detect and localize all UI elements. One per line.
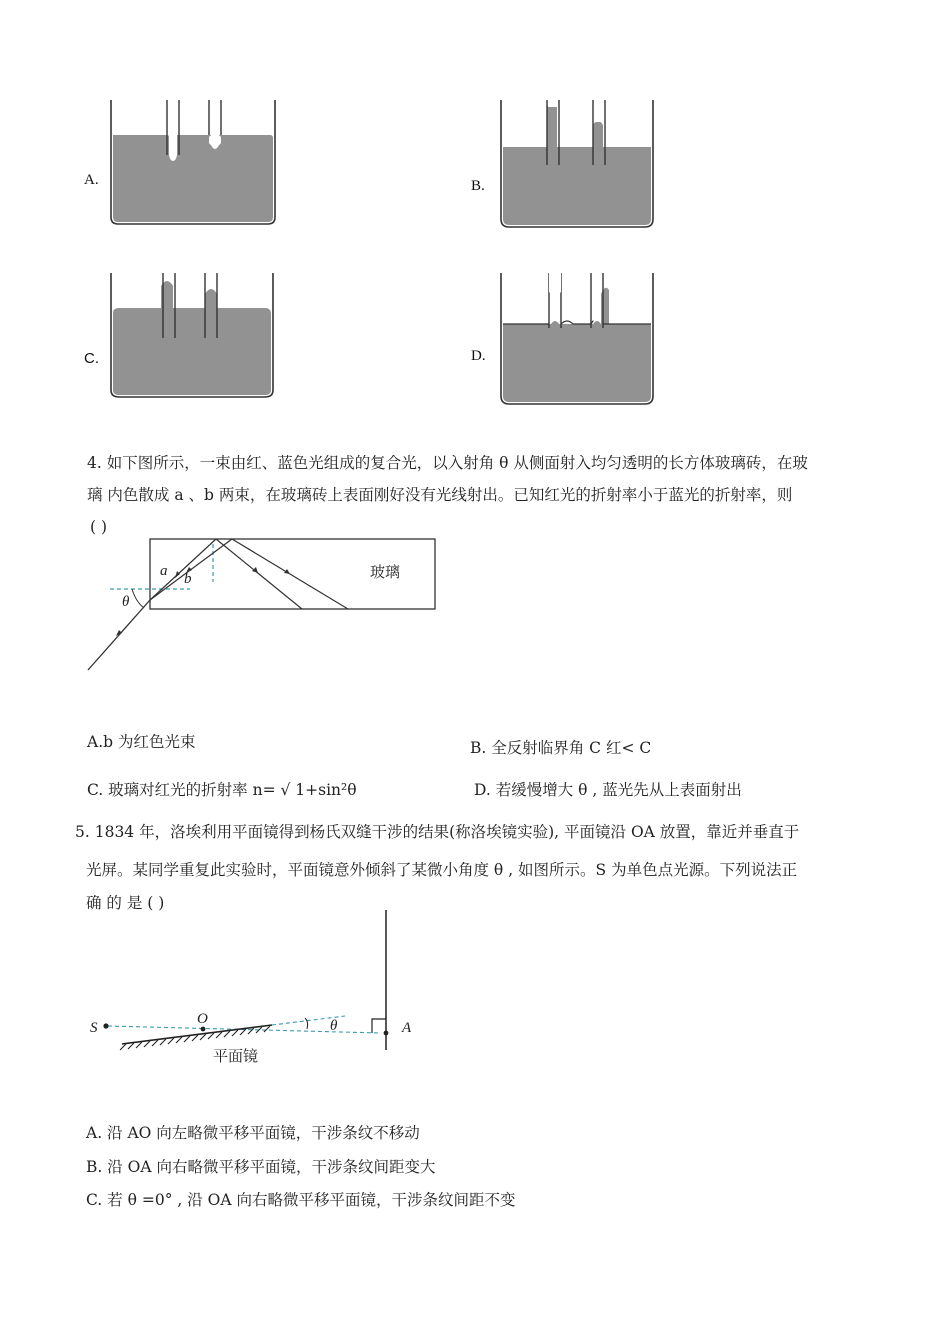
q5-option-c[interactable]: C. 若 θ =0° , 沿 OA 向右略微平移平面镜，干涉条纹间距不变 <box>86 1191 516 1209</box>
q4-label-b: b <box>184 571 192 587</box>
plane-mirror <box>122 1025 272 1044</box>
q4-label-theta: θ <box>122 594 130 610</box>
q4-option-c[interactable]: C. 玻璃对红光的折射率 n= √ 1+sin²θ <box>87 781 357 799</box>
q3-option-a-diagram <box>105 95 285 230</box>
q4-option-b[interactable]: B. 全反射临界角 C 红< C <box>470 739 652 757</box>
q5-option-b[interactable]: B. 沿 OA 向右略微平移平面镜，干涉条纹间距变大 <box>86 1158 436 1176</box>
q3-option-c-diagram <box>105 268 285 403</box>
q4-option-d[interactable]: D. 若缓慢增大 θ , 蓝光先从上表面射出 <box>474 781 742 799</box>
q4-stem-line-3: ( ) <box>90 518 108 536</box>
q4-label-glass: 玻璃 <box>370 563 401 581</box>
q4-label-a: a <box>160 563 168 579</box>
q5-stem-line-3: 确 的 是 ( ) <box>86 894 165 912</box>
q4-option-a[interactable]: A.b 为红色光束 <box>87 733 196 751</box>
q5-stem-line-1: 5. 1834 年，洛埃利用平面镜得到杨氏双缝干涉的结果(称洛埃镜实验), 平面镜沿 OA 放置，靠近并垂直于 <box>75 823 800 841</box>
q5-stem-line-2: 光屏。某同学重复此实验时，平面镜意外倾斜了某微小角度 θ , 如图所示。S 为单色点光源。下列说法正 <box>86 861 798 879</box>
q5-label-o: O <box>197 1011 208 1027</box>
q5-label-a: A <box>402 1020 412 1036</box>
q5-label-theta: θ <box>330 1018 338 1034</box>
q3-option-b-diagram <box>495 95 665 230</box>
q5-lloyd-mirror-diagram <box>80 905 440 1075</box>
q5-label-s: S <box>90 1020 98 1036</box>
q3-option-c-label[interactable]: C. <box>84 350 99 367</box>
q5-label-mirror: 平面镜 <box>213 1047 259 1065</box>
q3-option-d-diagram <box>495 268 665 408</box>
q4-stem-line-1: 4. 如下图所示，一束由红、蓝色光组成的复合光，以入射角 θ 从侧面射入均匀透明的长方体玻璃砖，在玻 <box>87 454 808 472</box>
q3-option-d-label[interactable]: D. <box>471 348 486 364</box>
q4-glass-diagram <box>80 530 420 680</box>
q4-stem-line-2: 璃 内色散成 a 、b 两束，在玻璃砖上表面刚好没有光线射出。已知红光的折射率小于蓝光的折射率，则 <box>87 486 793 504</box>
q3-option-b-label[interactable]: B. <box>471 178 485 194</box>
q5-option-a[interactable]: A. 沿 AO 向左略微平移平面镜，干涉条纹不移动 <box>86 1124 420 1142</box>
q3-option-a-label[interactable]: A. <box>84 172 99 188</box>
